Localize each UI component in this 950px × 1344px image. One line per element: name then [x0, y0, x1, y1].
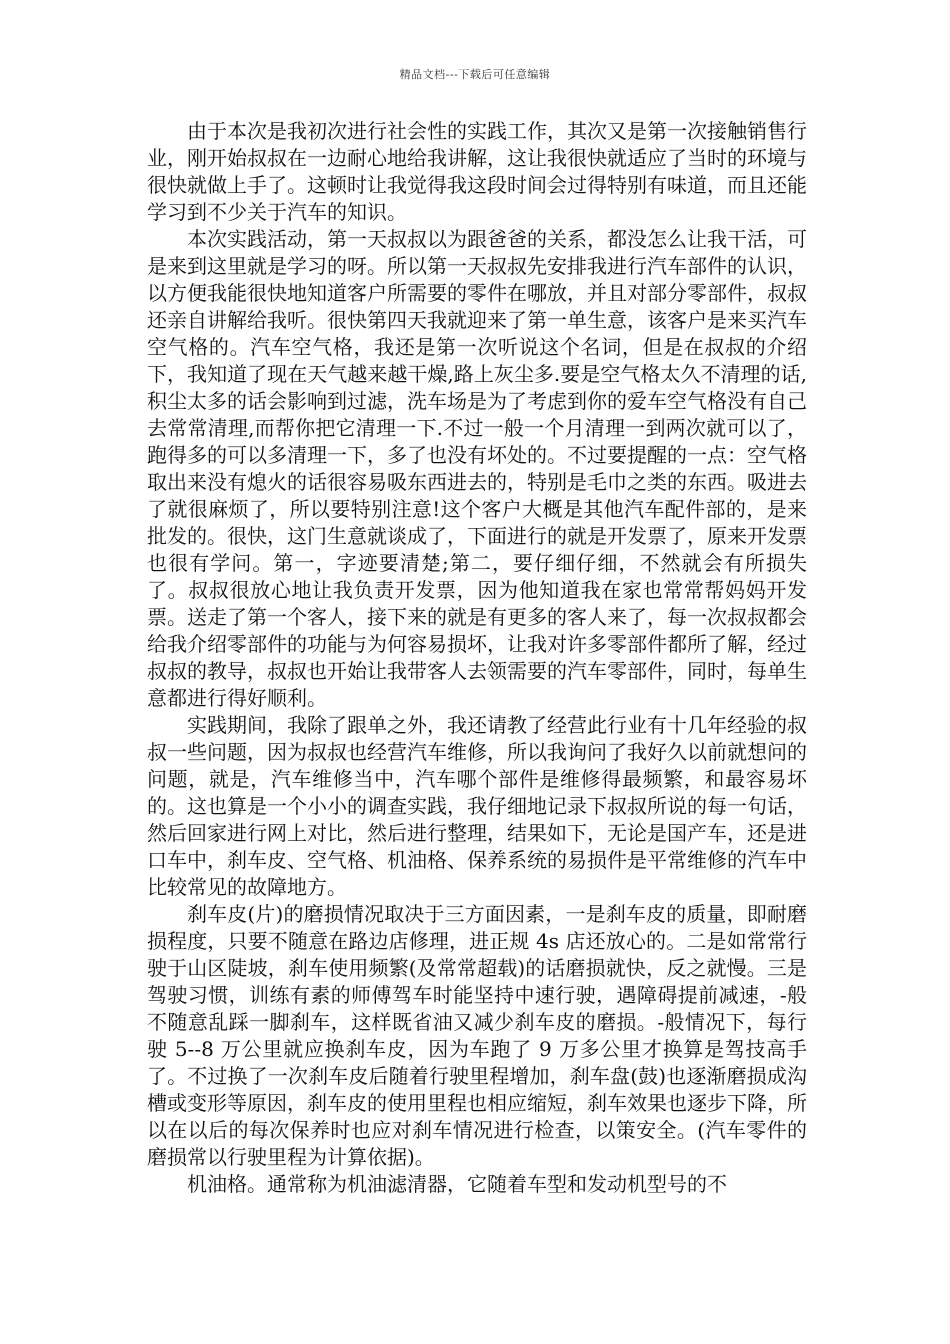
paragraph: 由于本次是我初次进行社会性的实践工作，其次又是第一次接触销售行业，刚开始叔叔在一边耐心地给我讲解，这让我很快就适应了当时的环境与很快就做上手了。这顿时让我觉得我这段时间会过得特别有味道，而且还能学习到不少关于汽车的知识。: [147, 119, 807, 224]
paragraph: 刹车皮(片)的磨损情况取决于三方面因素，一是刹车皮的质量，即耐磨损程度，只要不随意在路边店修理，进正规 4s 店还放心的。二是如常常行驶于山区陡坡，刹车使用频繁(及常常超载)的话磨损就快，反之就慢。三是驾驶习惯，训练有素的师傅驾车时能坚持中速行驶，遇障碍提前减速，-般不随意乱踩一脚刹车，这样既省油又减少刹车皮的磨损。-般情况下，每行驶 5--8 万公里就应换刹车皮，因为车跑了 9 万多公里才换算是驾技高手了。不过换了一次刹车皮后随着行驶里程增加，刹车盘(鼓)也逐渐磨损成沟槽或变形等原因，刹车皮的使用里程也相应缩短，刹车效果也逐步下降，所以在以后的每次保养时也应对刹车情况进行检查，以策安全。(汽车零件的磨损常以行驶里程为计算依据)。: [147, 902, 807, 1169]
document-body: [147, 118, 807, 1198]
paragraph: 本次实践活动，第一天叔叔以为跟爸爸的关系，都没怎么让我干活，可是来到这里就是学习的呀。所以第一天叔叔先安排我进行汽车部件的认识，以方便我能很快地知道客户所需要的零件在哪放，并且对部分零部件，叔叔还亲自讲解给我听。很快第四天我就迎来了第一单生意，该客户是来买汽车空气格的。汽车空气格，我还是第一次听说这个名词，但是在叔叔的介绍下，我知道了现在天气越来越干燥,路上灰尘多.要是空气格太久不清理的话,积尘太多的话会影响到过滤，洗车场是为了考虑到你的爱车空气格没有自己去常常清理,而帮你把它清理一下.不过一般一个月清理一到两次就可以了，跑得多的可以多清理一下，多了也没有坏处的。不过要提醒的一点：空气格取出来没有熄火的话很容易吸东西进去的，特别是毛巾之类的东西。吸进去了就很麻烦了，所以要特别注意!这个客户大概是其他汽车配件部的，是来批发的。很快，这门生意就谈成了，下面进行的就是开发票了，原来开发票也很有学问。第一，字迹要清楚;第二，要仔细仔细，不然就会有所损失了。叔叔很放心地让我负责开发票，因为他知道我在家也常常帮妈妈开发票。送走了第一个客人，接下来的就是有更多的客人来了，每一次叔叔都会给我介绍零部件的功能与为何容易损坏，让我对许多零部件都所了解，经过叔叔的教导，叔叔也开始让我带客人去领需要的汽车零部件，同时，每单生意都进行得好顺利。: [147, 227, 807, 710]
page-header: 精品文档---下载后可任意编辑: [399, 68, 551, 81]
paragraph: 实践期间，我除了跟单之外，我还请教了经营此行业有十几年经验的叔叔一些问题，因为叔叔也经营汽车维修，所以我询问了我好久以前就想问的问题，就是，汽车维修当中，汽车哪个部件是维修得最频繁，和最容易坏的。这也算是一个小小的调查实践，我仔细地记录下叔叔所说的每一句话，然后回家进行网上对比，然后进行整理，结果如下，无论是国产车，还是进口车中，刹车皮、空气格、机油格、保养系统的易损件是平常维修的汽车中比较常见的故障地方。: [147, 713, 807, 899]
paragraph: 机油格。通常称为机油滤清器，它随着车型和发动机型号的不: [187, 1172, 727, 1196]
